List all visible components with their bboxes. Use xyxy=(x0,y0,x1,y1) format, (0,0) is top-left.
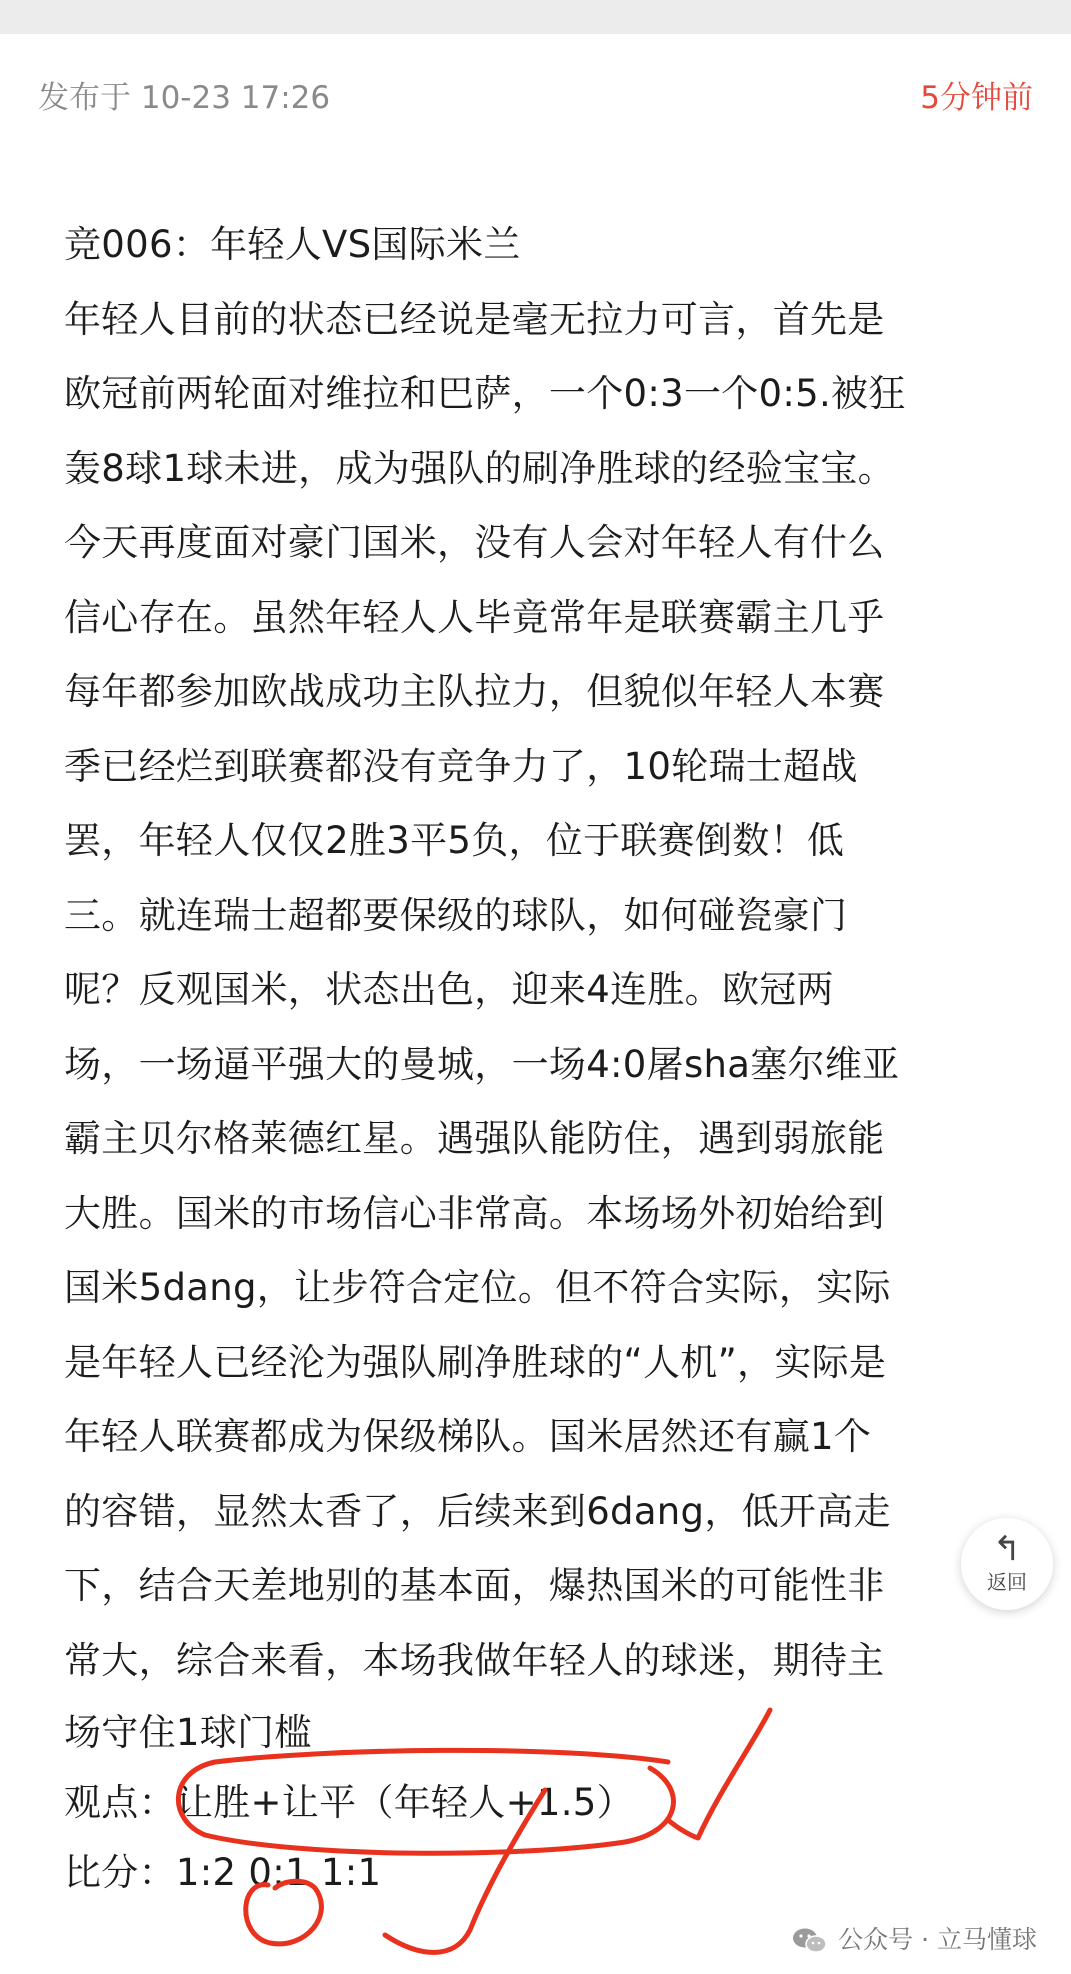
article-line: 轰8球1球未进，成为强队的刷净胜球的经验宝宝。 xyxy=(64,446,895,490)
back-label: 返回 xyxy=(987,1570,1027,1594)
back-arrow-icon: ↰ xyxy=(992,1529,1022,1569)
article-line: 信心存在。虽然年轻人人毕竟常年是联赛霸主几乎 xyxy=(64,595,885,639)
article-line: 霸主贝尔格莱德红星。遇强队能防住，遇到弱旅能 xyxy=(64,1117,885,1160)
article-line: 年轻人联赛都成为保级梯队。国米居然还有赢1个 xyxy=(64,1415,872,1458)
article-line: 是年轻人已经沦为强队刷净胜球的“人机”，实际是 xyxy=(64,1340,887,1384)
article-line: 每年都参加欧战成功主队拉力，但貌似年轻人本赛 xyxy=(64,670,885,713)
article-title: 竞006：年轻人VS国际米兰 xyxy=(64,223,521,266)
article-line: 场守住1球门槛 xyxy=(64,1711,312,1754)
post-header xyxy=(38,72,1033,122)
score-line: 比分：1:2 0:1 1:1 xyxy=(64,1851,382,1894)
wechat-icon xyxy=(792,1927,828,1955)
article-line: 三。就连瑞士超都要保级的球队，如何碰瓷豪门 xyxy=(64,893,848,937)
article-line: 欧冠前两轮面对维拉和巴萨，一个0:3一个0:5.被狂 xyxy=(64,372,906,415)
article-line: 罢，年轻人仅仅2胜3平5负，位于联赛倒数！低 xyxy=(64,819,845,862)
article-line: 今天再度面对豪门国米，没有人会对年轻人有什么 xyxy=(64,521,885,564)
article-line: 季已经烂到联赛都没有竞争力了，10轮瑞士超战 xyxy=(64,744,858,788)
back-button[interactable] xyxy=(961,1518,1053,1610)
article-line: 大胜。国米的市场信心非常高。本场场外初始给到 xyxy=(64,1191,885,1235)
article-line: 常大，综合来看，本场我做年轻人的球迷，期待主 xyxy=(64,1638,885,1682)
article-line: 呢？反观国米，状态出色，迎来4连胜。欧冠两 xyxy=(64,968,834,1011)
article-line: 场，一场逼平强大的曼城，一场4:0屠sha塞尔维亚 xyxy=(64,1042,900,1086)
source-footer xyxy=(792,1920,1037,1960)
article-line: 的容错，显然太香了，后续来到6dang，低开高走 xyxy=(64,1489,891,1533)
relative-time: 5分钟前 xyxy=(920,80,1033,116)
article-body xyxy=(64,208,1024,1908)
article-line: 国米5dang，让步符合定位。但不符合实际，实际 xyxy=(64,1266,891,1309)
source-label: 公众号 · 立马懂球 xyxy=(838,1925,1037,1954)
article-line: 年轻人目前的状态已经说是毫无拉力可言，首先是 xyxy=(64,297,885,341)
top-status-strip xyxy=(0,0,1071,34)
article-line: 下，结合天差地别的基本面，爆热国米的可能性非 xyxy=(64,1564,885,1607)
publish-time: 发布于 10-23 17:26 xyxy=(38,80,331,116)
prediction-line: 观点：让胜+让平（年轻人+1.5） xyxy=(64,1781,634,1824)
